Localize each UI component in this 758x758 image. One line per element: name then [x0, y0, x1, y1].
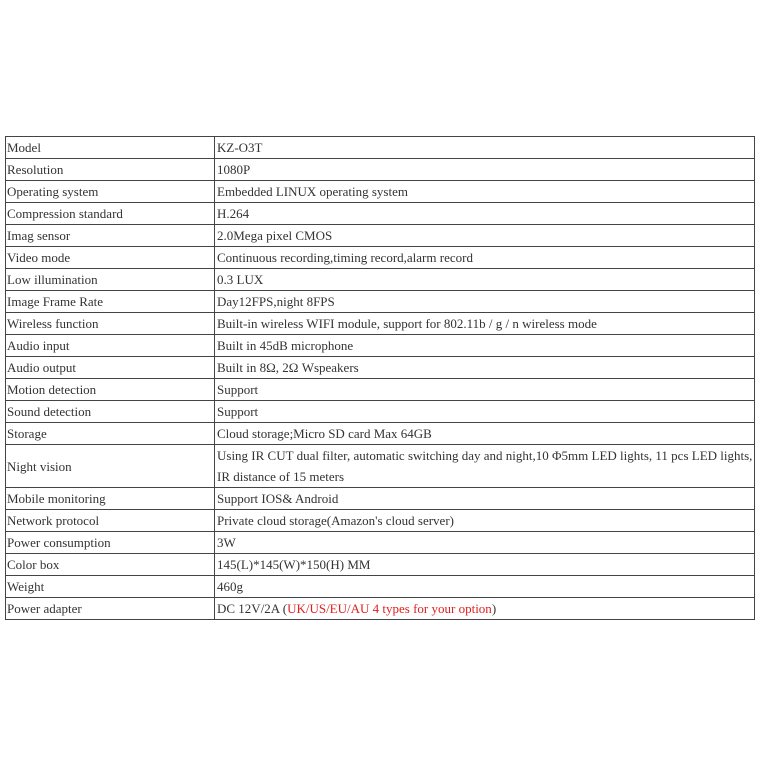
spec-label: Power consumption: [6, 532, 215, 554]
spec-label: Weight: [6, 576, 215, 598]
spec-value: Support: [215, 401, 755, 423]
table-row: [6, 379, 755, 401]
power-adapter-options: UK/US/EU/AU 4 types for your option: [287, 601, 492, 616]
table-row: [6, 137, 755, 159]
spec-value: 2.0Mega pixel CMOS: [215, 225, 755, 247]
spec-value: Private cloud storage(Amazon's cloud server): [215, 510, 755, 532]
spec-label: Network protocol: [6, 510, 215, 532]
spec-label: Wireless function: [6, 313, 215, 335]
spec-label: Mobile monitoring: [6, 488, 215, 510]
spec-value: 1080P: [215, 159, 755, 181]
table-row: [6, 401, 755, 423]
table-row: [6, 247, 755, 269]
spec-value: KZ-O3T: [215, 137, 755, 159]
power-adapter-prefix: DC 12V/2A (: [217, 601, 288, 616]
table-row: [6, 554, 755, 576]
spec-value: 460g: [215, 576, 755, 598]
spec-label: Audio input: [6, 335, 215, 357]
spec-label: Night vision: [6, 445, 215, 488]
spec-label: Imag sensor: [6, 225, 215, 247]
spec-value: Cloud storage;Micro SD card Max 64GB: [215, 423, 755, 445]
table-row: [6, 510, 755, 532]
table-row: [6, 225, 755, 247]
spec-value: Built in 45dB microphone: [215, 335, 755, 357]
spec-value: Built-in wireless WIFI module, support for 802.11b / g / n wireless mode: [215, 313, 755, 335]
spec-value: 145(L)*145(W)*150(H) MM: [215, 554, 755, 576]
power-adapter-suffix: ): [491, 601, 497, 616]
table-row: [6, 269, 755, 291]
spec-value: H.264: [215, 203, 755, 225]
table-row: [6, 335, 755, 357]
spec-label: Low illumination: [6, 269, 215, 291]
spec-value: [215, 598, 755, 620]
spec-value: Day12FPS,night 8FPS: [215, 291, 755, 313]
spec-value: Support IOS& Android: [215, 488, 755, 510]
spec-label: Power adapter: [6, 598, 215, 620]
spec-value: 0.3 LUX: [215, 269, 755, 291]
spec-label: Image Frame Rate: [6, 291, 215, 313]
spec-table: [5, 136, 755, 620]
spec-value: Continuous recording,timing record,alarm record: [215, 247, 755, 269]
spec-label: Resolution: [6, 159, 215, 181]
spec-label: Operating system: [6, 181, 215, 203]
spec-label: Video mode: [6, 247, 215, 269]
table-row: [6, 203, 755, 225]
spec-label: Color box: [6, 554, 215, 576]
spec-label: Motion detection: [6, 379, 215, 401]
spec-label: Audio output: [6, 357, 215, 379]
table-row: [6, 598, 755, 620]
spec-value: 3W: [215, 532, 755, 554]
table-row: [6, 181, 755, 203]
table-row: [6, 159, 755, 181]
spec-value: Using IR CUT dual filter, automatic switching day and night,10 Φ5mm LED lights, 11 pcs LED lights, IR distance of 15 meters: [215, 445, 755, 488]
spec-label: Sound detection: [6, 401, 215, 423]
table-row: [6, 291, 755, 313]
table-row: [6, 357, 755, 379]
spec-value: Embedded LINUX operating system: [215, 181, 755, 203]
table-row: [6, 313, 755, 335]
table-row: [6, 576, 755, 598]
spec-label: Compression standard: [6, 203, 215, 225]
spec-value: Support: [215, 379, 755, 401]
spec-label: Storage: [6, 423, 215, 445]
table-row: [6, 423, 755, 445]
table-row: [6, 532, 755, 554]
spec-value: Built in 8Ω, 2Ω Wspeakers: [215, 357, 755, 379]
table-row: [6, 445, 755, 488]
spec-label: Model: [6, 137, 215, 159]
table-row: [6, 488, 755, 510]
